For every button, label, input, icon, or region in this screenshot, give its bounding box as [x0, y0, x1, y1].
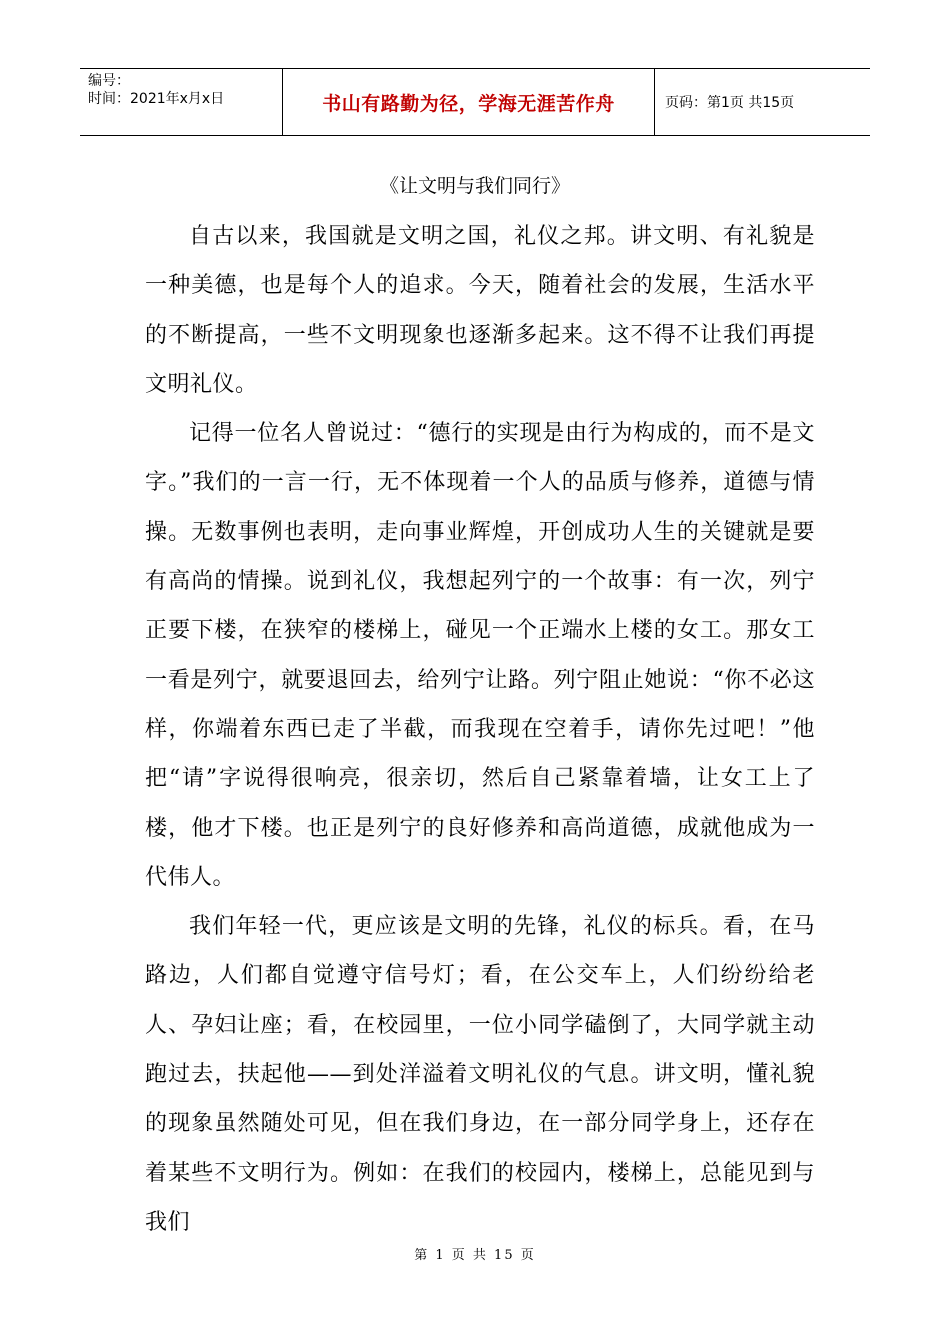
header-table: [80, 68, 870, 136]
document-title: 《让文明与我们同行》: [379, 175, 570, 197]
time-label: 时间：2021年x月x日: [88, 91, 225, 107]
page-footer: 第 1 页 共 15 页: [414, 1248, 536, 1263]
header-motto-cell: [283, 69, 655, 135]
page-info: 页码：第1页 共15页: [665, 95, 795, 111]
header-page-cell: [655, 69, 870, 135]
motto-text: 书山有路勤为径，学海无涯苦作舟: [322, 92, 615, 115]
number-label: 编号：: [88, 73, 130, 89]
document-body: [145, 212, 815, 1247]
paragraph: 我们年轻一代，更应该是文明的先锋，礼仪的标兵。看，在马路边，人们都自觉遵守信号灯；看，在公交车上，人们纷纷给老人、孕妇让座；看，在校园里，一位小同学磕倒了，大同学就主动跑过去，扶起他——到处洋溢着文明礼仪的气息。讲文明，懂礼貌的现象虽然随处可见，但在我们身边，在一部分同学身上，还存在着某些不文明行为。例如：在我们的校园内，楼梯上，总能见到与我们: [145, 914, 815, 1235]
paragraph: 记得一位名人曾说过：“德行的实现是由行为构成的，而不是文字。”我们的一言一行，无不体现着一个人的品质与修养，道德与情操。无数事例也表明，走向事业辉煌，开创成功人生的关键就是要有高尚的情操。说到礼仪，我想起列宁的一个故事：有一次，列宁正要下楼，在狭窄的楼梯上，碰见一个正端水上楼的女工。那女工一看是列宁，就要退回去，给列宁让路。列宁阻止她说：“你不必这样，你端着东西已走了半截，而我现在空着手，请你先过吧！”他把“请”字说得很响亮，很亲切，然后自己紧靠着墙，让女工上了楼，他才下楼。也正是列宁的良好修养和高尚道德，成就他成为一代伟人。: [145, 421, 815, 890]
header-meta-cell: [80, 69, 283, 135]
paragraph: 自古以来，我国就是文明之国，礼仪之邦。讲文明、有礼貌是一种美德，也是每个人的追求。今天，随着社会的发展，生活水平的不断提高，一些不文明现象也逐渐多起来。这不得不让我们再提文明礼仪。: [145, 224, 815, 397]
